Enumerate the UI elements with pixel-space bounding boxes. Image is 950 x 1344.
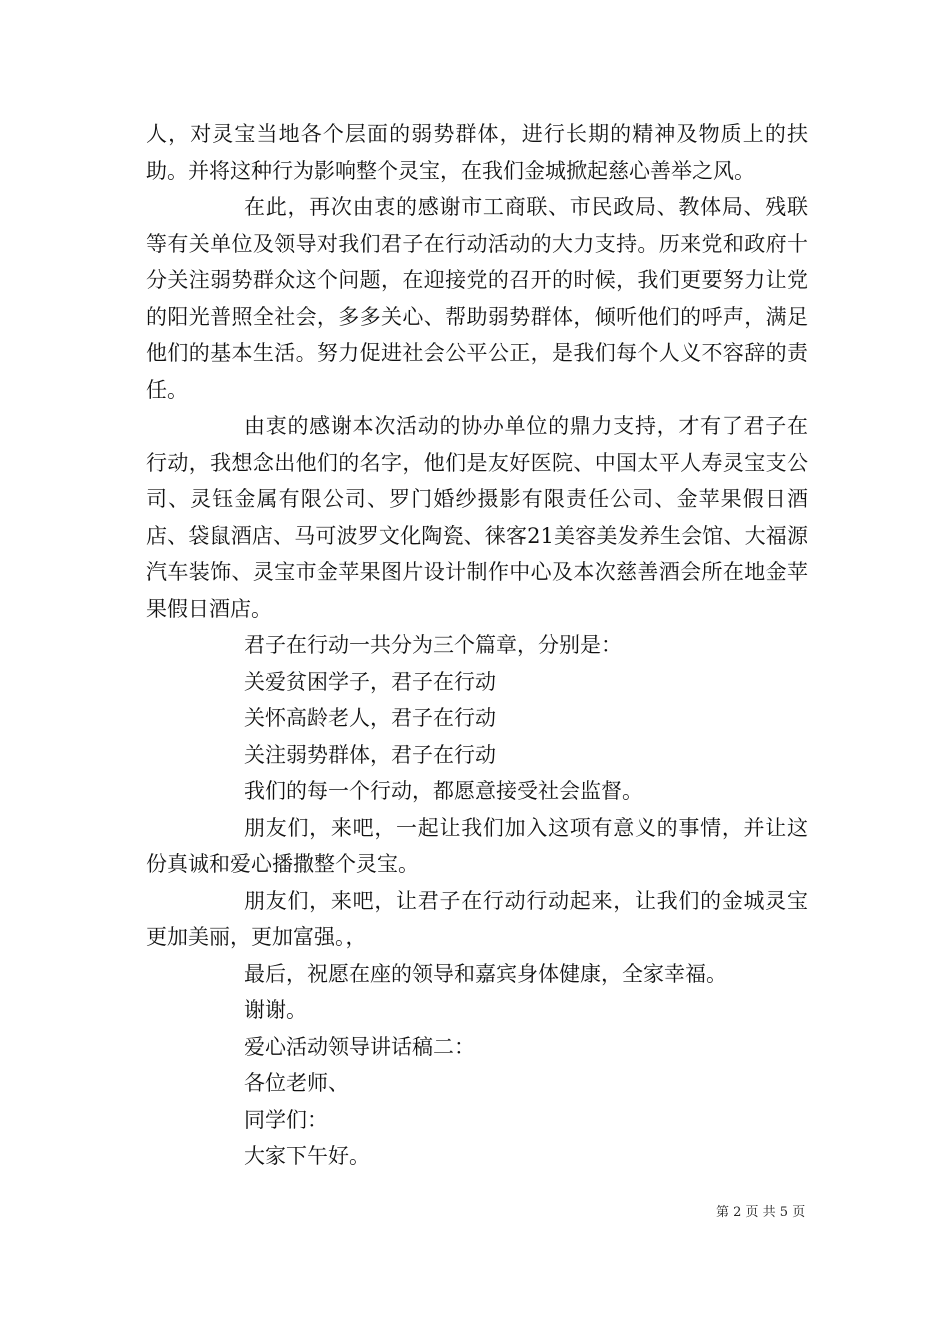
paragraph-greeting-teachers: 各位老师、 (244, 1071, 349, 1095)
paragraph-supervision: 我们的每一个行动，都愿意接受社会监督。 (244, 779, 643, 803)
paragraph-thanks-sponsors: 由衷的感谢本次活动的协办单位的鼎力支持，才有了君子在行动，我想念出他们的名字，他们是友好医院、中国太平人寿灵宝支公司、灵钰金属有限公司、罗门婚纱摄影有限责任公司、金苹果假日酒店、袋鼠酒店、马可波罗文化陶瓷、徕客21美容美发养生会馆、大福源汽车装饰、灵宝市金苹果图片设计制作中心及本次慈善酒会所在地金苹果假日酒店。 (146, 414, 808, 621)
paragraph-chapter-2: 关怀高龄老人，君子在行动 (244, 706, 496, 730)
paragraph-chapter-1: 关爱贫困学子，君子在行动 (244, 669, 496, 694)
paragraph-wishes: 最后，祝愿在座的领导和嘉宾身体健康，全家幸福。 (244, 961, 727, 986)
paragraph-greeting-students: 同学们： (244, 1107, 328, 1132)
page-number-footer: 第 2 页 共 5 页 (716, 1205, 806, 1220)
paragraph-continuation: 人，对灵宝当地各个层面的弱势群体，进行长期的精神及物质上的扶助。并将这种行为影响整个灵宝，在我们金城掀起慈心善举之风。 (146, 122, 808, 183)
paragraph-friends-join: 朋友们，来吧，一起让我们加入这项有意义的事情，并让这份真诚和爱心播撒整个灵宝。 (146, 815, 808, 876)
paragraph-thanks: 谢谢。 (244, 998, 307, 1022)
paragraph-good-afternoon: 大家下午好。 (244, 1144, 370, 1168)
paragraph-friends-action: 朋友们，来吧，让君子在行动行动起来，让我们的金城灵宝更加美丽，更加富强。， (146, 888, 808, 949)
paragraph-thanks-units: 在此，再次由衷的感谢市工商联、市民政局、教体局、残联等有关单位及领导对我们君子在行动活动的大力支持。历来党和政府十分关注弱势群众这个问题，在迎接党的召开的时候，我们更要努力让党的阳光普照全社会，多多关心、帮助弱势群体，倾听他们的呼声，满足他们的基本生活。努力促进社会公平公正，是我们每个人义不容辞的责任。 (146, 195, 808, 402)
document-body (146, 116, 808, 1175)
paragraph-chapter-3: 关注弱势群体，君子在行动 (244, 742, 496, 767)
paragraph-chapters-intro: 君子在行动一共分为三个篇章，分别是： (244, 633, 622, 657)
paragraph-speech-two-title: 爱心活动领导讲话稿二： (244, 1034, 475, 1059)
